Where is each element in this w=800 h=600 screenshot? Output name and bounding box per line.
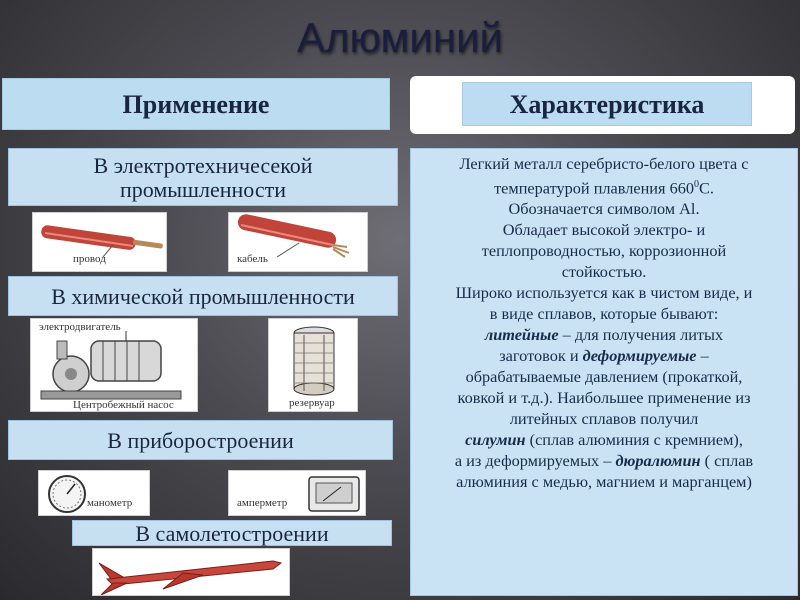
char-line: литейные – для получения литых [484, 325, 724, 345]
char-line: стойкостью. [561, 262, 647, 282]
section-instrument: В приборостроении [8, 420, 393, 460]
cable-image [228, 212, 368, 272]
page-title: Алюминий [296, 14, 503, 61]
char-line: температурой плавления $660^0С$. [494, 178, 714, 198]
char-line: Широко используется как в чистом виде, и [455, 283, 753, 303]
char-line: Обозначается символом Al. [508, 199, 700, 219]
ammeter-image [228, 470, 366, 516]
char-line: теплопроводностью, коррозионной [481, 241, 727, 261]
char-line: силумин (сплав алюминия с кремнием), [465, 430, 743, 450]
cable-caption: кабель [237, 253, 268, 265]
header-characteristic: Характеристика [462, 82, 752, 126]
header-application: Применение [2, 78, 390, 130]
char-line: в виде сплавов, которые бывают: [489, 304, 719, 324]
manometer-image [38, 470, 150, 516]
wire-image [32, 212, 167, 272]
motor-caption: электродвигатель [39, 321, 121, 333]
char-line: Обладает высокой электро- и [502, 220, 706, 240]
section-electro: В электротехничесекой промышленности [8, 148, 398, 206]
wire-caption: провод [73, 253, 106, 265]
manometer-caption: манометр [87, 497, 133, 509]
aircraft-icon [93, 549, 290, 596]
ammeter-icon [229, 471, 366, 516]
tank-image [268, 318, 358, 412]
section-aircraft: В самолетостроении [72, 520, 392, 546]
char-line: литейных сплавов получил [509, 409, 699, 429]
manometer-icon [39, 471, 150, 516]
char-line: алюминия с медью, магнием и марганцем) [456, 472, 752, 492]
characteristic-panel [410, 148, 798, 596]
char-line: Легкий металл серебристо-белого цвета с [459, 154, 749, 173]
tank-caption: резервуар [289, 397, 335, 409]
char-line: а из деформируемых – дюралюмин ( сплав [454, 451, 754, 471]
pump-caption: Центробежный насос [73, 399, 174, 411]
char-line: ковкой и т.д.). Наибольшее применение из [457, 388, 751, 408]
section-chemical: В химической промышленности [8, 276, 398, 316]
char-line: обрабатываемые давлением (прокаткой, [465, 367, 743, 387]
ammeter-caption: амперметр [237, 497, 288, 509]
char-line: заготовок и деформируемые – [499, 346, 709, 366]
aircraft-image [92, 548, 290, 596]
pump-image [30, 318, 198, 412]
